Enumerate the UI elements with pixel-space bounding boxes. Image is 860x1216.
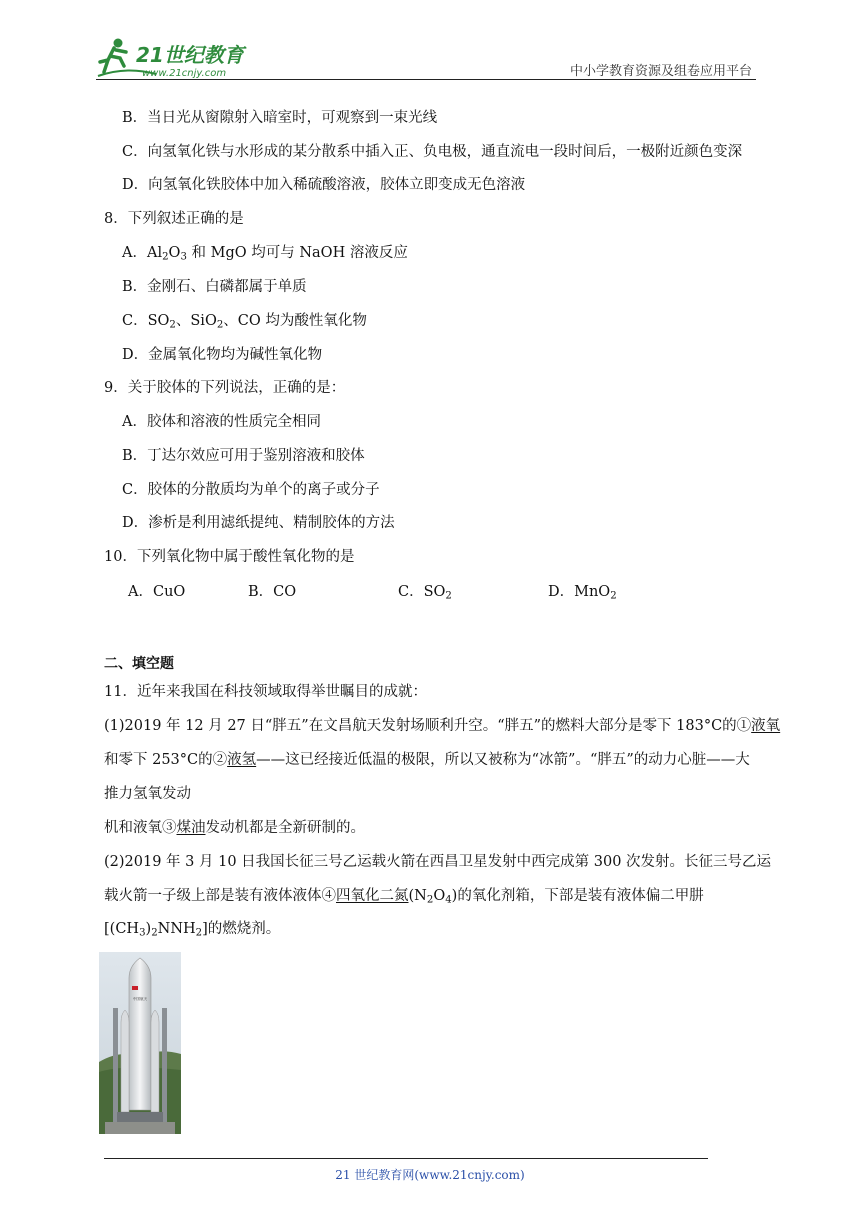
q9-option-c: C．胶体的分散质均为单个的离子或分子 xyxy=(122,482,380,498)
q7-option-d: D．向氢氧化铁胶体中加入稀硫酸溶液，胶体立即变成无色溶液 xyxy=(122,177,526,193)
q7-option-b: B．当日光从窗隙射入暗室时，可观察到一束光线 xyxy=(122,110,438,126)
q8-option-a: A．$Al_2O_3$ 和 MgO 均可与 NaOH 溶液反应 xyxy=(122,245,408,263)
q11-stem: 11．近年来我国在科技领域取得举世瞩目的成就： xyxy=(104,684,427,700)
logo-url: www.21cnjy.com xyxy=(142,68,227,79)
q8-option-b: B．金刚石、白磷都属于单质 xyxy=(122,279,307,295)
site-logo xyxy=(96,36,266,80)
q9-stem: 9．关于胶体的下列说法，正确的是： xyxy=(104,380,346,396)
rocket-photo-label: 中国航天 xyxy=(132,997,148,1001)
q11-part1-line4: 机和液氧③煤油发动机都是全新研制的。 xyxy=(104,820,365,836)
platform-name: 中小学教育资源及组卷应用平台 xyxy=(570,64,753,79)
q10-stem: 10．下列氧化物中属于酸性氧化物的是 xyxy=(104,549,355,565)
q11-part2-line1: (2)2019 年 3 月 10 日我国长征三号乙运载火箭在西昌卫星发射中西完成第 300 次发射。长征三号乙运 xyxy=(104,854,772,870)
q8-stem: 8．下列叙述正确的是 xyxy=(104,211,244,227)
q7-option-c: C．向氢氧化铁与水形成的某分散系中插入正、负电极，通直流电一段时间后，一极附近颜色变深 xyxy=(122,144,743,160)
q8-option-c: C．$SO_2$、SiO$_2$、CO 均为酸性氧化物 xyxy=(122,313,367,331)
footer-text: 21 世纪教育网(www.21cnjy.com) xyxy=(335,1168,525,1182)
logo-title: 21世纪教育 xyxy=(136,43,244,67)
q11-part2-line3: $[(CH_3)_2NNH_2]$的燃烧剂。 xyxy=(104,921,281,939)
q10-option-b: B．CO xyxy=(248,584,297,600)
q9-option-a: A．胶体和溶液的性质完全相同 xyxy=(122,414,321,430)
q11-part2-line2: 载火箭一子级上部是装有液体液体④四氧化二氮$(N_2O_4)$的氧化剂箱，下部是装有液体偏二甲肼 xyxy=(104,888,704,906)
q11-part1-line1: (1)2019 年 12 月 27 日“胖五”在文昌航天发射场顺利升空。“胖五”的燃料大部分是零下 183°C的①液氧 xyxy=(104,718,781,734)
q11-part1-line3: 推力氢氧发动 xyxy=(104,786,191,802)
q10-option-d: D．MnO$_2$ xyxy=(548,584,617,602)
q9-option-d: D．渗析是利用滤纸提纯、精制胶体的方法 xyxy=(122,515,395,531)
q11-part1-line2: 和零下 253°C的②液氢——这已经接近低温的极限，所以又被称为“冰箭”。“胖五”的动力心脏——大 xyxy=(104,752,750,768)
rocket-photo xyxy=(99,952,181,1134)
q10-option-a: A．CuO xyxy=(128,584,186,600)
section-title: 二、填空题 xyxy=(104,656,174,672)
q8-option-d: D．金属氧化物均为碱性氧化物 xyxy=(122,347,323,363)
header-divider xyxy=(96,79,756,80)
footer-divider xyxy=(104,1158,708,1159)
q10-option-c: C．$SO_2$ xyxy=(398,584,452,602)
q9-option-b: B．丁达尔效应可用于鉴别溶液和胶体 xyxy=(122,448,365,464)
